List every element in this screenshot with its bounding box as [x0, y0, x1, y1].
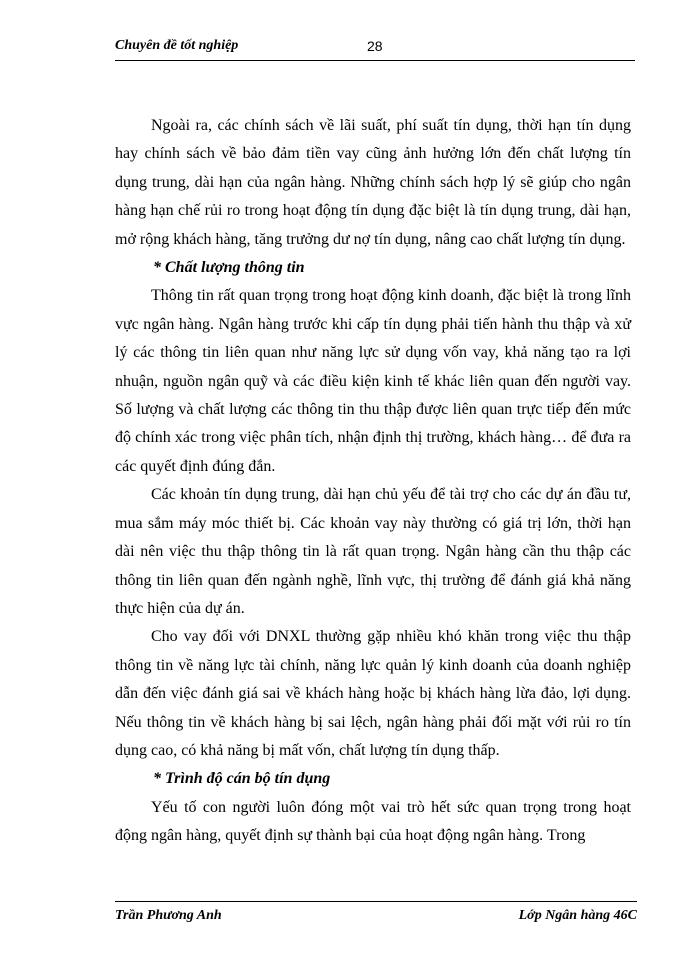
section-heading: * Chất lượng thông tin	[153, 259, 305, 277]
paragraph: Các khoản tín dụng trung, dài hạn chủ yếu để tài trợ cho các dự án đầu tư, mua sắm máy móc thiết bị. Các khoản vay này thường có giá trị lớn, thời hạn dài nên việc thu thập thông tin là rất quan trọng. Ngân hàng cần thu thập các thông tin liên quan đến ngành nghề, lĩnh vực, thị trường để đánh giá khả năng thực hiện của dự án.	[115, 486, 631, 617]
footer-class: Lớp Ngân hàng 46C	[518, 908, 637, 923]
header-title: Chuyên đề tốt nghiệp	[115, 38, 239, 53]
page-footer	[115, 901, 637, 926]
document-body	[115, 112, 631, 851]
paragraph: Thông tin rất quan trọng trong hoạt động kinh doanh, đặc biệt là trong lĩnh vực ngân hàng. Ngân hàng trước khi cấp tín dụng phải tiến hành thu thập và xử lý các thông tin liên quan như năng lực sử dụng vốn vay, khả năng tạo ra lợi nhuận, nguồn ngân quỹ và các điều kiện kinh tế khác liên quan đến người vay. Số lượng và chất lượng các thông tin thu thập được liên quan trực tiếp đến mức độ chính xác trong việc phân tích, nhận định thị trường, khách hàng… để đưa ra các quyết định đúng đắn.	[115, 287, 631, 475]
paragraph: Cho vay đối với DNXL thường gặp nhiều khó khăn trong việc thu thập thông tin về năng lực tài chính, năng lực quản lý kinh doanh của doanh nghiệp dẫn đến việc đánh giá sai về khách hàng hoặc bị khách hàng lừa đảo, lợi dụng. Nếu thông tin về khách hàng bị sai lệch, ngân hàng phải đối mặt với rủi ro tín dụng cao, có khả năng bị mất vốn, chất lượng tín dụng thấp.	[115, 628, 631, 759]
paragraph: Yếu tố con người luôn đóng một vai trò hết sức quan trọng trong hoạt động ngân hàng, quyết định sự thành bại của hoạt động ngân hàng. Trong	[115, 798, 631, 845]
page-number: 28	[367, 38, 383, 54]
footer-author: Trần Phương Anh	[115, 908, 222, 923]
page-header	[115, 38, 635, 61]
paragraph: Ngoài ra, các chính sách về lãi suất, phí suất tín dụng, thời hạn tín dụng hay chính sách về bảo đảm tiền vay cũng ảnh hưởng lớn đến chất lượng tín dụng trung, dài hạn của ngân hàng. Những chính sách hợp lý sẽ giúp cho ngân hàng hạn chế rủi ro trong hoạt động tín dụng đặc biệt là tín dụng trung, dài hạn, mở rộng khách hàng, tăng trưởng dư nợ tín dụng, nâng cao chất lượng tín dụng.	[115, 117, 631, 248]
section-heading: * Trình độ cán bộ tín dụng	[153, 770, 331, 788]
